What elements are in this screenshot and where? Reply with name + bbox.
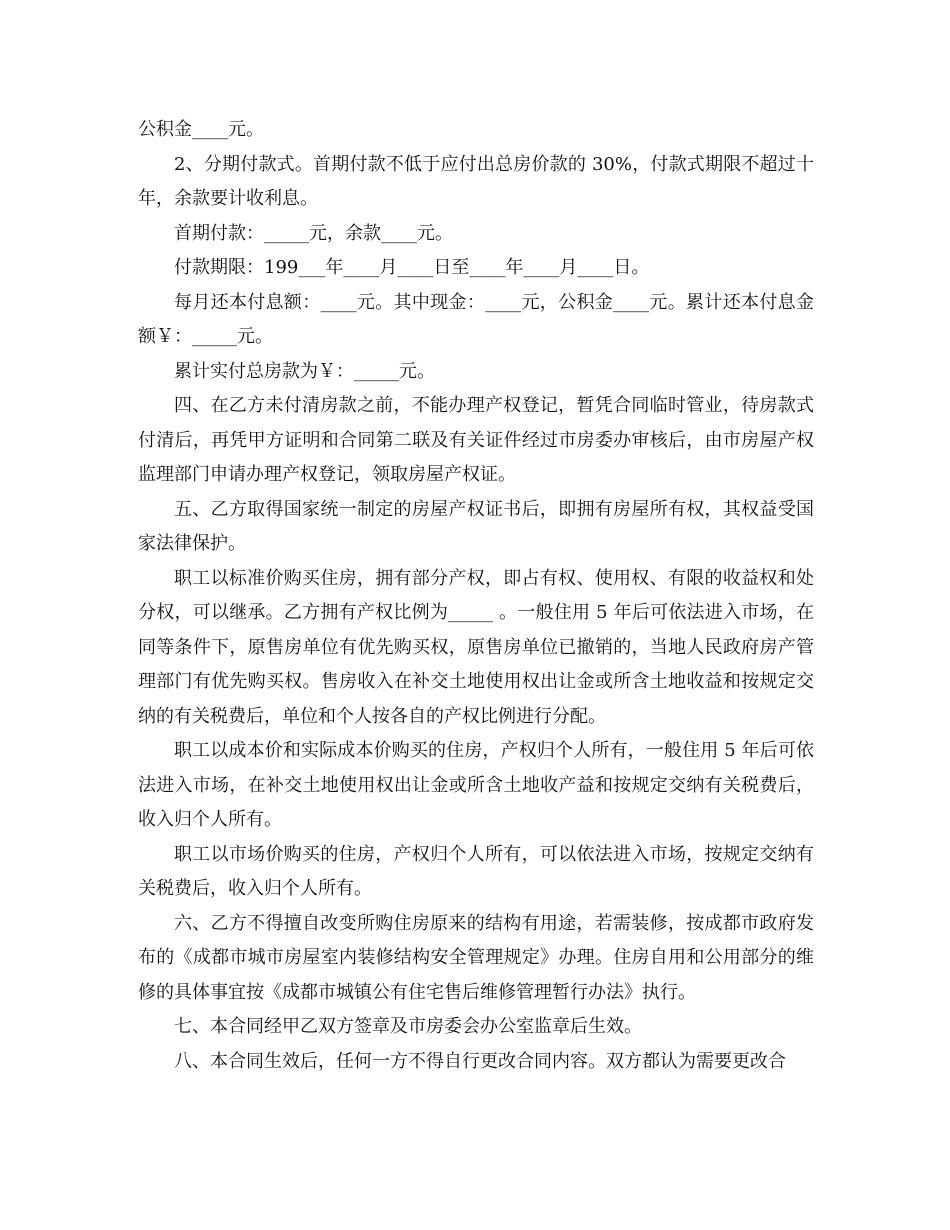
paragraph-clause-7: 七、本合同经甲乙双方签章及市房委会办公室监章后生效。 (174, 1016, 642, 1037)
paragraph-total-paid: 累计实付总房款为￥：_____元。 (174, 360, 435, 382)
paragraph-cost-price: 职工以成本价和实际成本价购买的住房，产权归个人所有，一般住用 5 年后可依法进入市场，在补交土地使用权出让金或所含土地收产益和按规定交纳有关税费后，收入归个人所有。 (138, 740, 814, 830)
paragraph-clause-6: 六、乙方不得擅自改变所购住房原来的结构有用途，若需装修，按成都市政府发布的《成都市城市房屋室内装修结构安全管理规定》办理。住房自用和公用部分的维修的具体事宜按《成都市城镇公有住宅售后维修管理暂行办法》执行。 (138, 912, 814, 1003)
paragraph-clause-4: 四、在乙方未付清房款之前，不能办理产权登记，暂凭合同临时管业，待房款式付清后，再凭甲方证明和合同第二联及有关证件经过市房委办审核后，由市房屋产权监理部门申请办理产权登记，领取房屋产权证。 (138, 395, 814, 485)
paragraph-monthly-repayment: 每月还本付息额：____元。其中现金：____元，公积金____元。累计还本付息金额￥：_____元。 (138, 291, 814, 347)
paragraph-clause-8: 八、本合同生效后，任何一方不得自行更改合同内容。双方都认为需要更改合 (174, 1050, 786, 1072)
paragraph-payment-period: 付款期限：199___年____月____日至____年____月____日。 (174, 257, 650, 278)
paragraph-continuation: 公积金____元。 (138, 119, 264, 140)
paragraph-down-payment: 首期付款：_____元，余款____元。 (174, 222, 453, 244)
paragraph-clause-5: 五、乙方取得国家统一制定的房屋产权证书后，即拥有房屋所有权，其权益受国家法律保护。 (138, 498, 814, 554)
document-body (138, 113, 814, 1079)
paragraph-installment-payment: 2、分期付款式。首期付款不低于应付出总房价款的 30%，付款式期限不超过十年，余款要计收利息。 (138, 153, 814, 209)
paragraph-market-price: 职工以市场价购买的住房，产权归个人所有，可以依法进入市场，按规定交纳有关税费后，收入归个人所有。 (138, 843, 814, 899)
paragraph-standard-price: 职工以标准价购买住房，拥有部分产权，即占有权、使用权、有限的收益权和处分权，可以继承。乙方拥有产权比例为_____ 。一般住用 5 年后可依法进入市场，在同等条件下，原售房单位有优先购买权，原售房单位已撤销的，当地人民政府房产管理部门有优先购买权。售房收入在补交土地使用权出让金或所含土地收益和按规定交纳的有关税费后，单位和个人按各自的产权比例进行分配。 (138, 567, 814, 727)
